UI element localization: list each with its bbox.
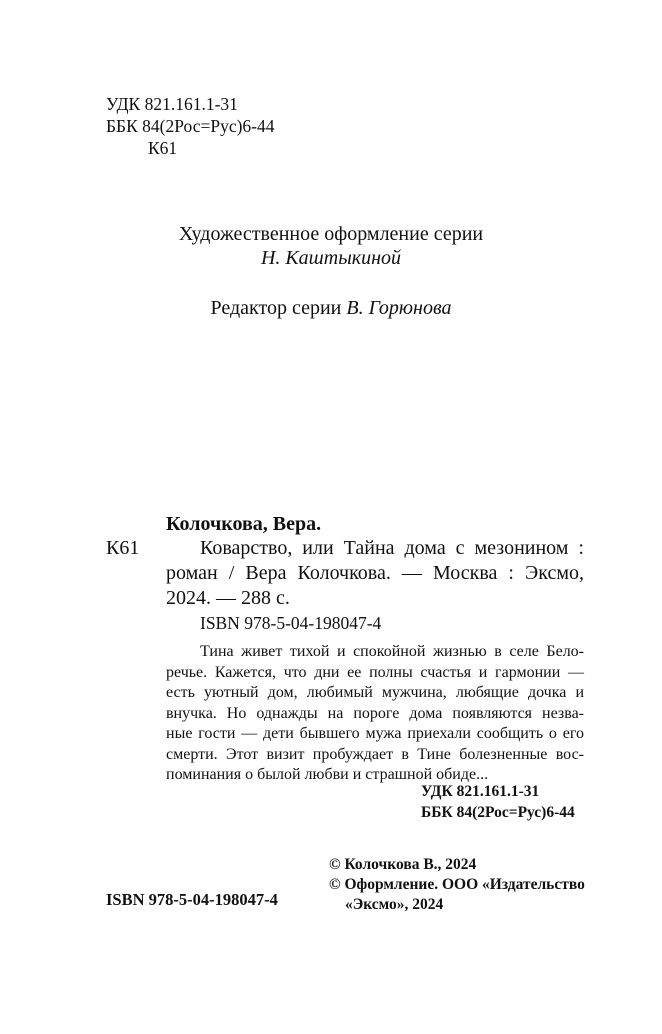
copyright-author: © Колочкова В., 2024 bbox=[329, 856, 477, 873]
author-mark-top: К61 bbox=[148, 138, 178, 158]
editor-credit-person: В. Горюнова bbox=[346, 297, 452, 319]
bbk-code-top: ББК 84(2Рос=Рус)6-44 bbox=[106, 116, 275, 136]
catalog-mark: К61 bbox=[106, 537, 140, 559]
catalog-author: Колочкова, Вера. bbox=[166, 513, 322, 535]
catalog-isbn: ISBN 978-5-04-198047-4 bbox=[200, 613, 382, 633]
catalog-line: Коварство, или Тайна дома с мезонином : bbox=[200, 537, 584, 559]
bbk-code-bottom: ББК 84(2Рос=Рус)6-44 bbox=[421, 804, 575, 821]
annotation-line: Тина живет тихой и спокойной жизнью в селе Бело- bbox=[200, 643, 584, 660]
design-credit-person: Н. Каштыкиной bbox=[260, 247, 402, 269]
udk-code-bottom: УДК 821.161.1-31 bbox=[421, 783, 540, 800]
catalog-line: 2024. — 288 с. bbox=[166, 587, 290, 609]
annotation-line: речье. Кажется, что дни ее полны счастья и гармонии — bbox=[166, 663, 584, 681]
editor-credit bbox=[0, 296, 662, 321]
copyright-design: © Оформление. ООО «Издательство bbox=[329, 876, 585, 893]
annotation-line: внучка. Но однажды на пороге дома появляются незва- bbox=[166, 704, 584, 722]
editor-credit-label: Редактор серии bbox=[210, 297, 342, 319]
annotation-line: есть уютный дом, любимый мужчина, любящие дочка и bbox=[166, 684, 584, 701]
copyright-publisher: «Эксмо», 2024 bbox=[345, 896, 444, 913]
annotation-line: смерти. Этот визит пробуждает в Тине болезненные вос- bbox=[166, 745, 584, 763]
annotation-line: ные гости — дети бывшего мужа приехали сообщить о его bbox=[166, 725, 584, 742]
catalog-description bbox=[166, 536, 584, 611]
annotation-text bbox=[166, 642, 584, 786]
design-credit-label: Художественное оформление серии bbox=[178, 223, 484, 245]
footer-isbn: ISBN 978-5-04-198047-4 bbox=[106, 890, 278, 909]
annotation-line: поминания о былой любви и страшной обиде... bbox=[166, 766, 489, 783]
udk-code-top: УДК 821.161.1-31 bbox=[106, 94, 238, 114]
catalog-line: роман / Вера Колочкова. — Москва : Эксмо, bbox=[166, 562, 584, 584]
